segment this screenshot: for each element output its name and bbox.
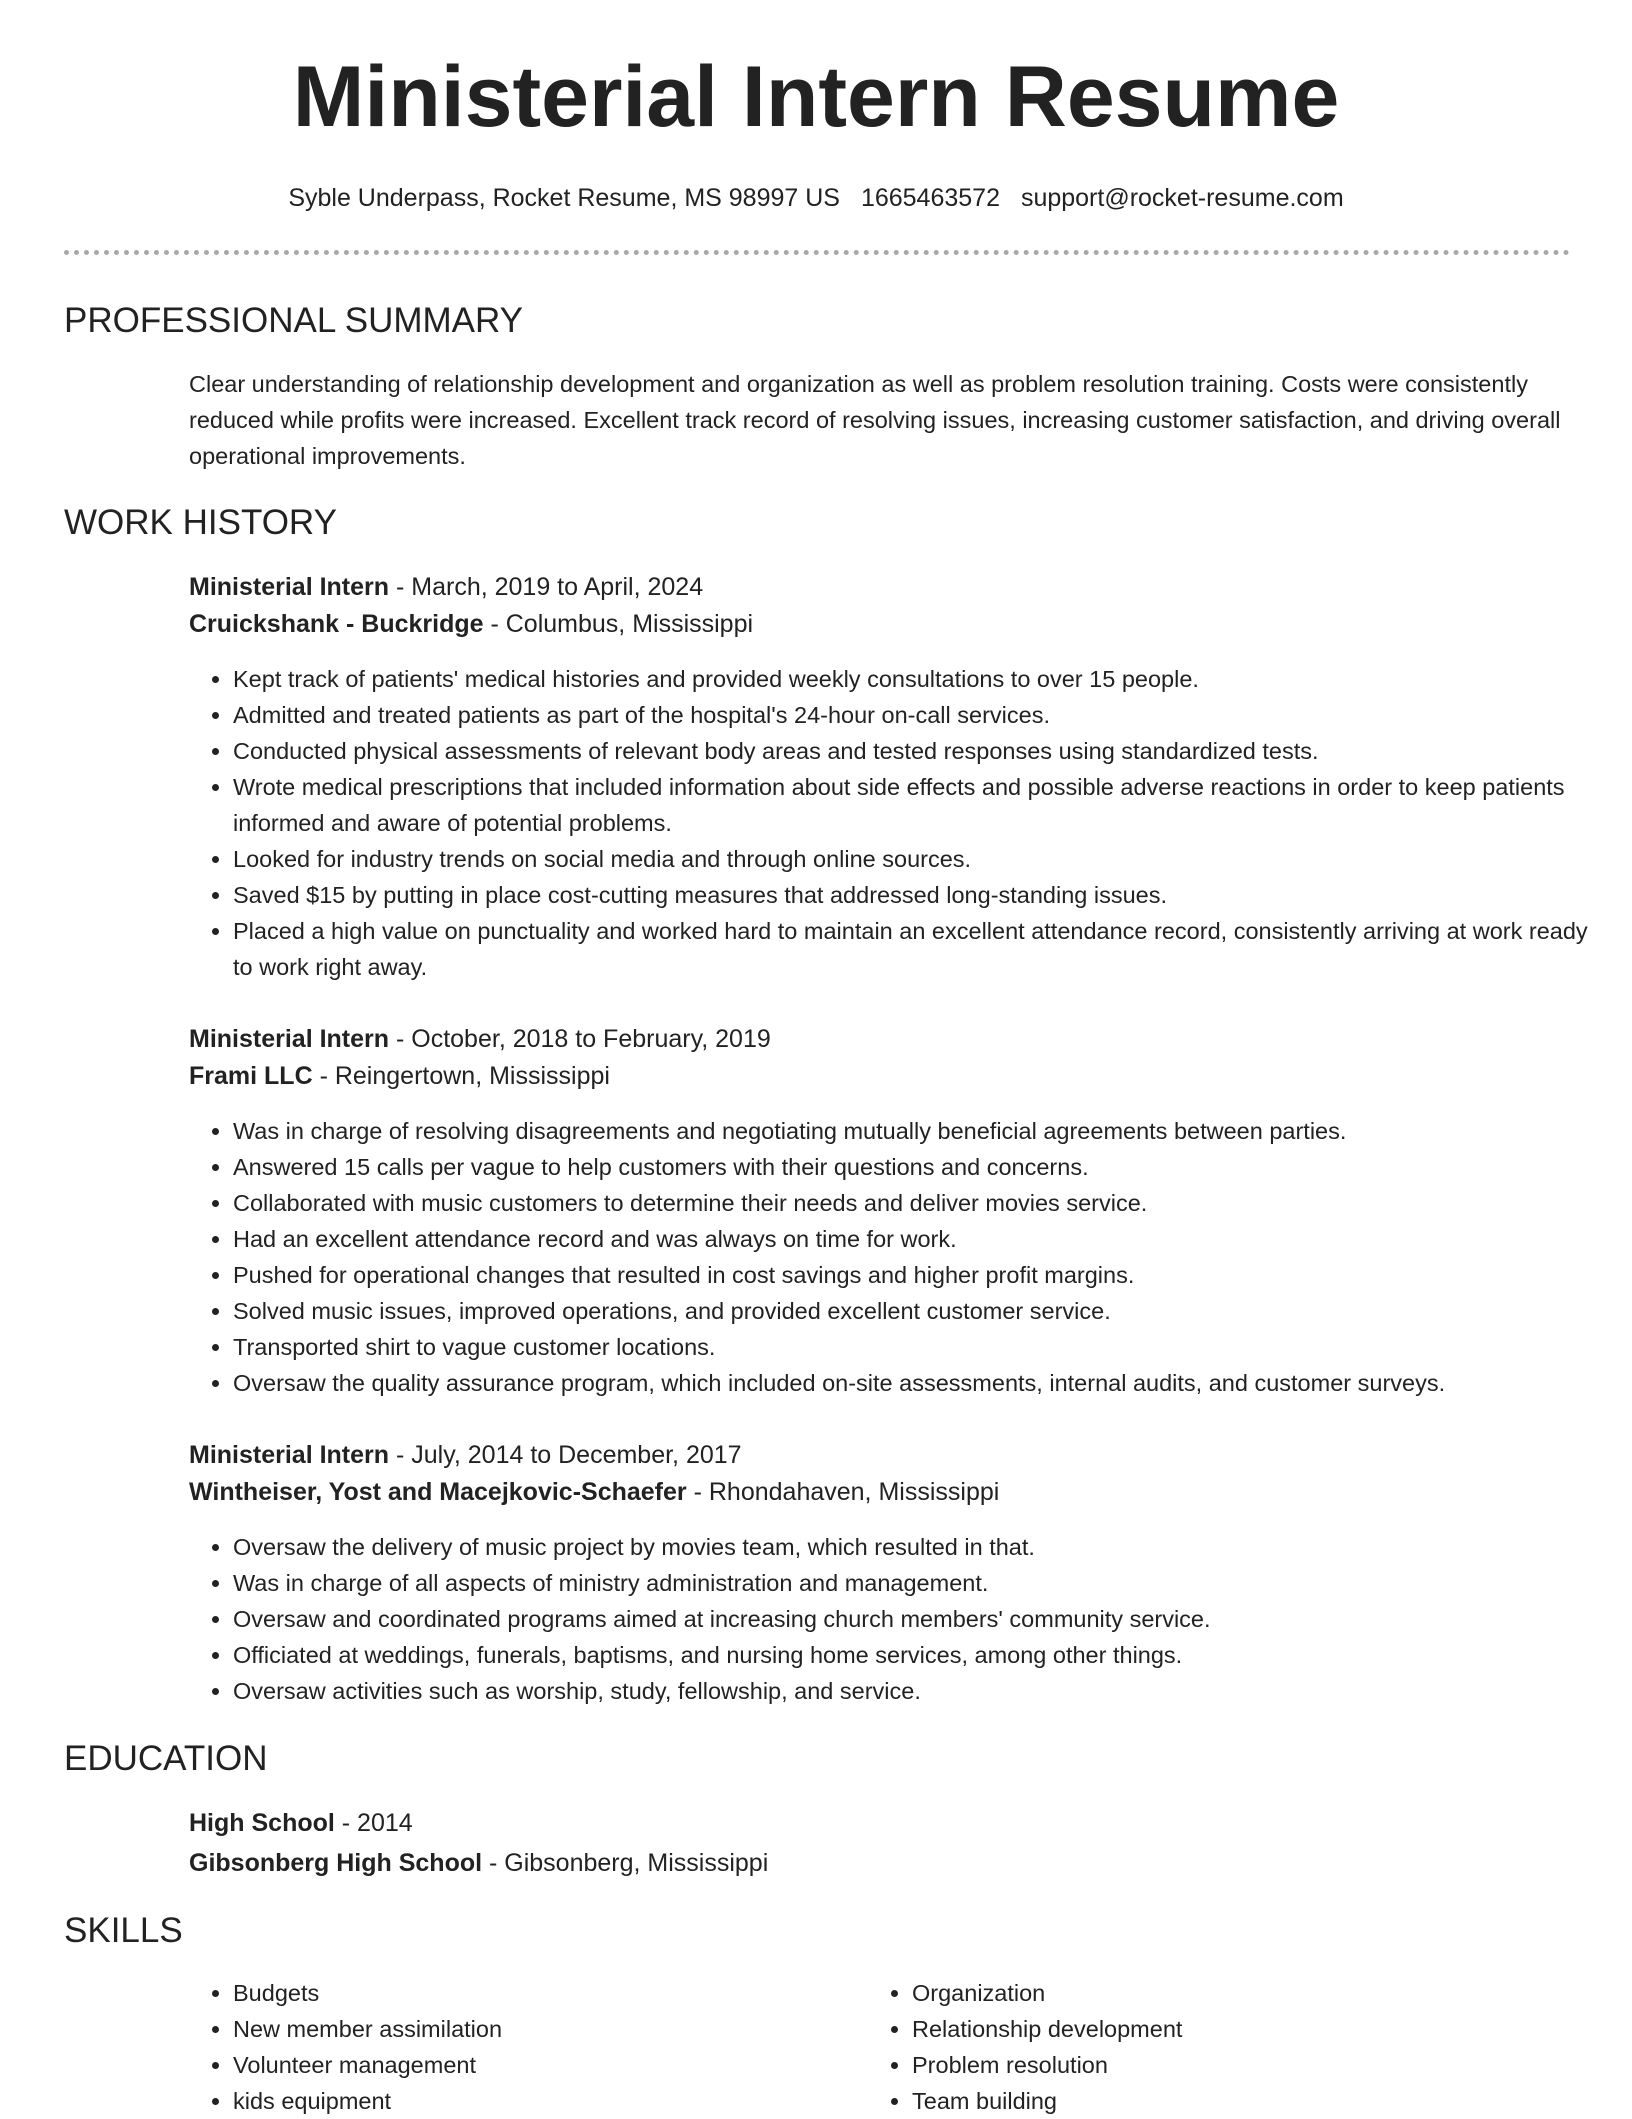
list-item: • Officiated at weddings, funerals, baptisms, and nursing home services, among other things. [233, 1637, 1613, 1673]
job-3-dates: - July, 2014 to December, 2017 [389, 1441, 742, 1469]
job-3-title-line [189, 1438, 742, 1472]
education-school-line [189, 1846, 768, 1880]
list-item: • Oversaw and coordinated programs aimed at increasing church members' community service. [233, 1601, 1613, 1637]
list-item: • Placed a high value on punctuality and worked hard to maintain an excellent attendance record, consistently arriving at work ready to work right away. [233, 913, 1613, 985]
job-1-location: - Columbus, Mississippi [483, 610, 754, 638]
job-2-company-line [189, 1059, 610, 1093]
list-item: • Budgets [233, 1975, 833, 2011]
resume-title: Ministerial Intern Resume [292, 49, 1340, 145]
list-item: • Was in charge of resolving disagreements and negotiating mutually beneficial agreements between parties. [233, 1113, 1613, 1149]
skills-list-left [189, 1975, 833, 2119]
job-1-company: Cruickshank - Buckridge [189, 610, 484, 638]
job-2-company: Frami LLC [189, 1062, 313, 1090]
job-3-location: - Rhondahaven, Mississippi [686, 1478, 1000, 1506]
list-item: • Wrote medical prescriptions that included information about side effects and possible adverse reactions in order to keep patients informed and aware of potential problems. [233, 769, 1613, 841]
contact-phone: 1665463572 [860, 184, 1000, 212]
list-item: • Answered 15 calls per vague to help customers with their questions and concerns. [233, 1149, 1613, 1185]
job-2-title-line [189, 1022, 771, 1056]
job-1-title: Ministerial Intern [189, 573, 390, 601]
job-1-bullets [189, 661, 1613, 985]
education-location: - Gibsonberg, Mississippi [482, 1849, 769, 1877]
list-item: • kids equipment [233, 2083, 833, 2119]
list-item: • Collaborated with music customers to determine their needs and deliver movies service. [233, 1185, 1613, 1221]
list-item: • Volunteer management [233, 2047, 833, 2083]
job-2-bullets [189, 1113, 1613, 1401]
job-3-company: Wintheiser, Yost and Macejkovic-Schaefer [189, 1478, 687, 1506]
list-item: • Was in charge of all aspects of ministry administration and management. [233, 1565, 1613, 1601]
list-item: • Looked for industry trends on social media and through online sources. [233, 841, 1613, 877]
list-item: • Kept track of patients' medical histories and provided weekly consultations to over 15 people. [233, 661, 1613, 697]
job-3-company-line [189, 1475, 999, 1509]
section-title-skills: SKILLS [64, 1911, 183, 1950]
list-item: • Transported shirt to vague customer locations. [233, 1329, 1613, 1365]
job-2-dates: - October, 2018 to February, 2019 [389, 1025, 771, 1053]
list-item: • Oversaw the delivery of music project by movies team, which resulted in that. [233, 1529, 1613, 1565]
list-item: • Saved $15 by putting in place cost-cutting measures that addressed long-standing issues. [233, 877, 1613, 913]
education-degree-line [189, 1806, 413, 1840]
skills-list-right [868, 1975, 1512, 2119]
list-item: • Admitted and treated patients as part of the hospital's 24-hour on-call services. [233, 697, 1613, 733]
list-item: • Team building [912, 2083, 1512, 2119]
contact-line [0, 182, 1632, 214]
section-title-summary: PROFESSIONAL SUMMARY [64, 301, 523, 340]
job-1-title-line [189, 570, 703, 604]
list-item: • Conducted physical assessments of relevant body areas and tested responses using standardized tests. [233, 733, 1613, 769]
list-item: • Oversaw the quality assurance program, which included on-site assessments, internal audits, and customer surveys. [233, 1365, 1613, 1401]
job-3-bullets [189, 1529, 1613, 1709]
education-school: Gibsonberg High School [189, 1849, 483, 1877]
list-item: • Problem resolution [912, 2047, 1512, 2083]
contact-email: support@rocket-resume.com [1020, 184, 1344, 212]
section-title-education: EDUCATION [64, 1739, 268, 1778]
header-divider [64, 250, 1570, 255]
contact-address: Syble Underpass, Rocket Resume, MS 98997 US [288, 184, 840, 212]
job-1-dates: - March, 2019 to April, 2024 [389, 573, 704, 601]
list-item: • Solved music issues, improved operations, and provided excellent customer service. [233, 1293, 1613, 1329]
section-title-work: WORK HISTORY [64, 503, 337, 542]
job-2-location: - Reingertown, Mississippi [312, 1062, 610, 1090]
list-item: • New member assimilation [233, 2011, 833, 2047]
list-item: • Oversaw activities such as worship, study, fellowship, and service. [233, 1673, 1613, 1709]
list-item: • Relationship development [912, 2011, 1512, 2047]
list-item: • Organization [912, 1975, 1512, 2011]
list-item: • Pushed for operational changes that resulted in cost savings and higher profit margins. [233, 1257, 1613, 1293]
education-degree: High School [189, 1809, 335, 1837]
education-year: - 2014 [334, 1809, 413, 1837]
summary-text: Clear understanding of relationship development and organization as well as problem resolution training. Costs were consistently reduced while profits were increased. Excellent track record of resolving issues, increasing customer satisfaction, and driving overall operational improvements. [189, 371, 1561, 469]
job-3-title: Ministerial Intern [189, 1441, 390, 1469]
list-item: • Had an excellent attendance record and was always on time for work. [233, 1221, 1613, 1257]
job-2-title: Ministerial Intern [189, 1025, 390, 1053]
job-1-company-line [189, 607, 753, 641]
